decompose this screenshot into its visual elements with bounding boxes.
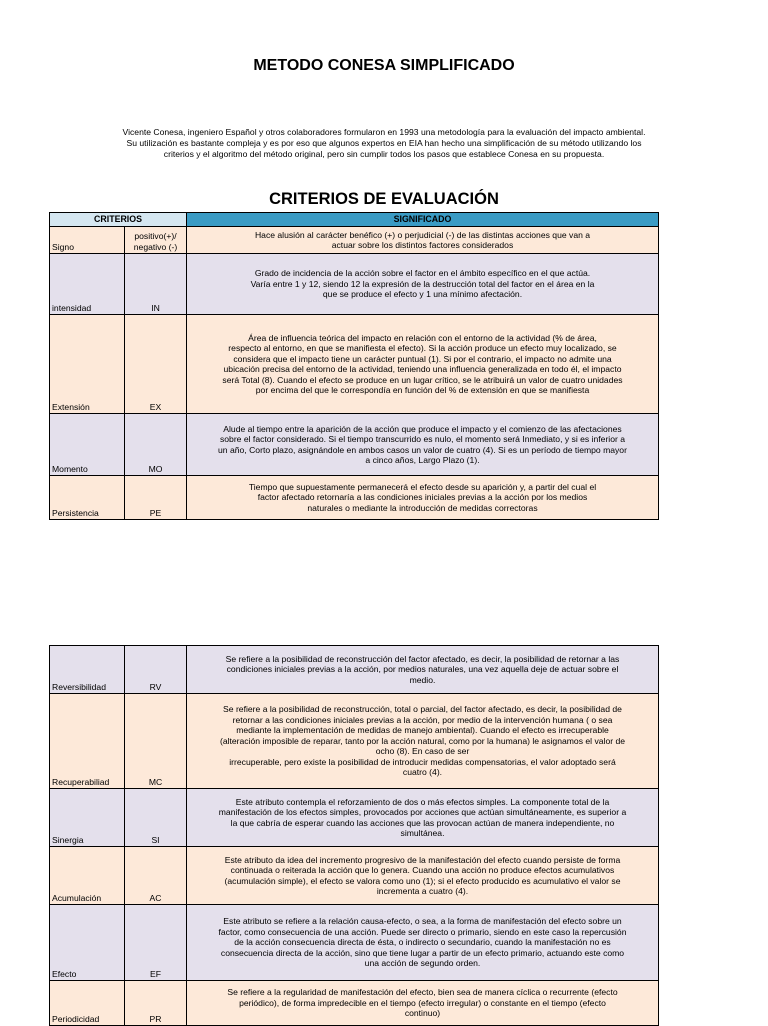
criterion-abbr: SI [125,789,187,847]
criteria-table-1 [49,212,659,520]
criterion-name: Periodicidad [50,981,125,1026]
intro-line: criterios y el algoritmo del método original, pero sin cumplir todos los pasos que establece Conesa en su propuesta. [163,149,605,159]
criterion-row [50,847,659,905]
criterion-name: Sinergia [50,789,125,847]
criterion-description: Se refiere a la posibilidad de reconstrucción, total o parcial, del factor afectado, es decir, la posibilidad de retornar a las condiciones iniciales previas a la acción, por medio de la intervención humana ( o sea mediante la implementación de medidas de manejo ambiental). Cuando el efecto es irrecuperable (alteración imposible de reparar, tanto por la acción natural, como por la humana) le asignamos el valor de ocho (8). En caso de ser irrecuperable, pero existe la posibilidad de introducir medidas compensatorias, el valor adoptado será cuatro (4). [187,694,659,789]
criterion-description: Este atributo contempla el reforzamiento de dos o más efectos simples. La componente total de la manifestación de los efectos simples, provocados por acciones que actúan simultáneamente, es superior a la que cabría de esperar cuando las acciones que las provocan actúan de manera independiente, no simultánea. [187,789,659,847]
document-title: METODO CONESA SIMPLIFICADO [253,57,515,74]
criterion-abbr: MO [125,414,187,476]
intro-line: Su utilización es bastante compleja y es por eso que algunos expertos en EIA han hecho una simplificación de su método utilizando los [126,138,642,148]
criterion-row [50,414,659,476]
criterion-row [50,315,659,414]
criterion-row [50,905,659,981]
criterion-name: Signo [50,227,125,254]
criterion-description: Este atributo se refiere a la relación causa-efecto, o sea, a la forma de manifestación del efecto sobre un factor, como consecuencia de una acción. Puede ser directo o primario, siendo en este caso la repercusión de la acción consecuencia directa de ésta, o indirecto o secundario, cuando la manifestación no es consecuencia directa de la acción, sino que tiene lugar a partir de un efecto primario, actuando este como una acción de segundo orden. [187,905,659,981]
criterion-abbr: PR [125,981,187,1026]
significado-header: SIGNIFICADO [187,213,659,227]
criterion-description: Grado de incidencia de la acción sobre el factor en el ámbito específico en el que actúa. Varía entre 1 y 12, siendo 12 la expresión de la destrucción total del factor en el área en la que se produce el efecto y 1 una mínimo afectación. [187,254,659,315]
criterion-name: Acumulación [50,847,125,905]
criterion-name: Reversibilidad [50,646,125,694]
criterion-row [50,981,659,1026]
criterion-name: Extensión [50,315,125,414]
criterion-name: intensidad [50,254,125,315]
criterion-description: Alude al tiempo entre la aparición de la acción que produce el impacto y el comienzo de las afectaciones sobre el factor considerado. Si el tiempo transcurrido es nulo, el momento será Inmediato, y si es inferior a un año, Corto plazo, asignándole en ambos casos un valor de cuatro (4). Si es un período de tiempo mayor a cinco años, Largo Plazo (1). [187,414,659,476]
criterion-description: Área de influencia teórica del impacto en relación con el entorno de la actividad (% de área, respecto al entorno, en que se manifiesta el efecto). Si la acción produce un efecto muy localizado, se considera que el impacto tiene un carácter puntual (1). Si por el contrario, el impacto no admite una ubicación precisa del entorno de la actividad, teniendo una influencia generalizada en todo él, el impacto será Total (8). Cuando el efecto se produce en un lugar crítico, se le atribuirá un valor de cuatro unidades por encima del que le correspondía en función del % de extensión en que se manifiesta [187,315,659,414]
section-title: CRITERIOS DE EVALUACIÓN [269,190,499,208]
criterion-name: Recuperabiliad [50,694,125,789]
criterion-abbr: IN [125,254,187,315]
criteria-table-2 [49,645,659,1026]
criterion-name: Momento [50,414,125,476]
criterion-row [50,227,659,254]
criterion-description: Se refiere a la regularidad de manifestación del efecto, bien sea de manera cíclica o recurrente (efecto periódico), de forma impredecible en el tiempo (efecto irregular) o constante en el tiempo (efecto continuo) [187,981,659,1026]
criterion-name: Persistencia [50,476,125,520]
criterios-header: CRITERIOS [50,213,187,227]
criterion-abbr: positivo(+)/ negativo (-) [125,227,187,254]
criterion-abbr: MC [125,694,187,789]
criterion-row [50,254,659,315]
criterion-row [50,646,659,694]
criterion-row [50,789,659,847]
intro-paragraph [52,127,716,160]
criterion-description: Se refiere a la posibilidad de reconstrucción del factor afectado, es decir, la posibilidad de retornar a las condiciones iniciales previas a la acción, por medios naturales, una vez aquella deje de actuar sobre el medio. [187,646,659,694]
criterion-abbr: EF [125,905,187,981]
criterion-row [50,476,659,520]
criterion-abbr: EX [125,315,187,414]
criterion-description: Hace alusión al carácter benéfico (+) o perjudicial (-) de las distintas acciones que van a actuar sobre los distintos factores considerados [187,227,659,254]
criterion-abbr: RV [125,646,187,694]
criterion-abbr: PE [125,476,187,520]
criterion-description: Tiempo que supuestamente permanecerá el efecto desde su aparición y, a partir del cual el factor afectado retornaría a las condiciones iniciales previas a la acción por los medios naturales o mediante la introducción de medidas correctoras [187,476,659,520]
criterion-description: Este atributo da idea del incremento progresivo de la manifestación del efecto cuando persiste de forma continuada o reiterada la acción que lo genera. Cuando una acción no produce efectos acumulativos (acumulación simple), el efecto se valora como uno (1); si el efecto producido es acumulativo el valor se incrementa a cuatro (4). [187,847,659,905]
criterion-abbr: AC [125,847,187,905]
criterion-row [50,694,659,789]
criterion-name: Efecto [50,905,125,981]
intro-line: Vicente Conesa, ingeniero Español y otros colaboradores formularon en 1993 una metodología para la evaluación del impacto ambiental. [122,127,646,137]
